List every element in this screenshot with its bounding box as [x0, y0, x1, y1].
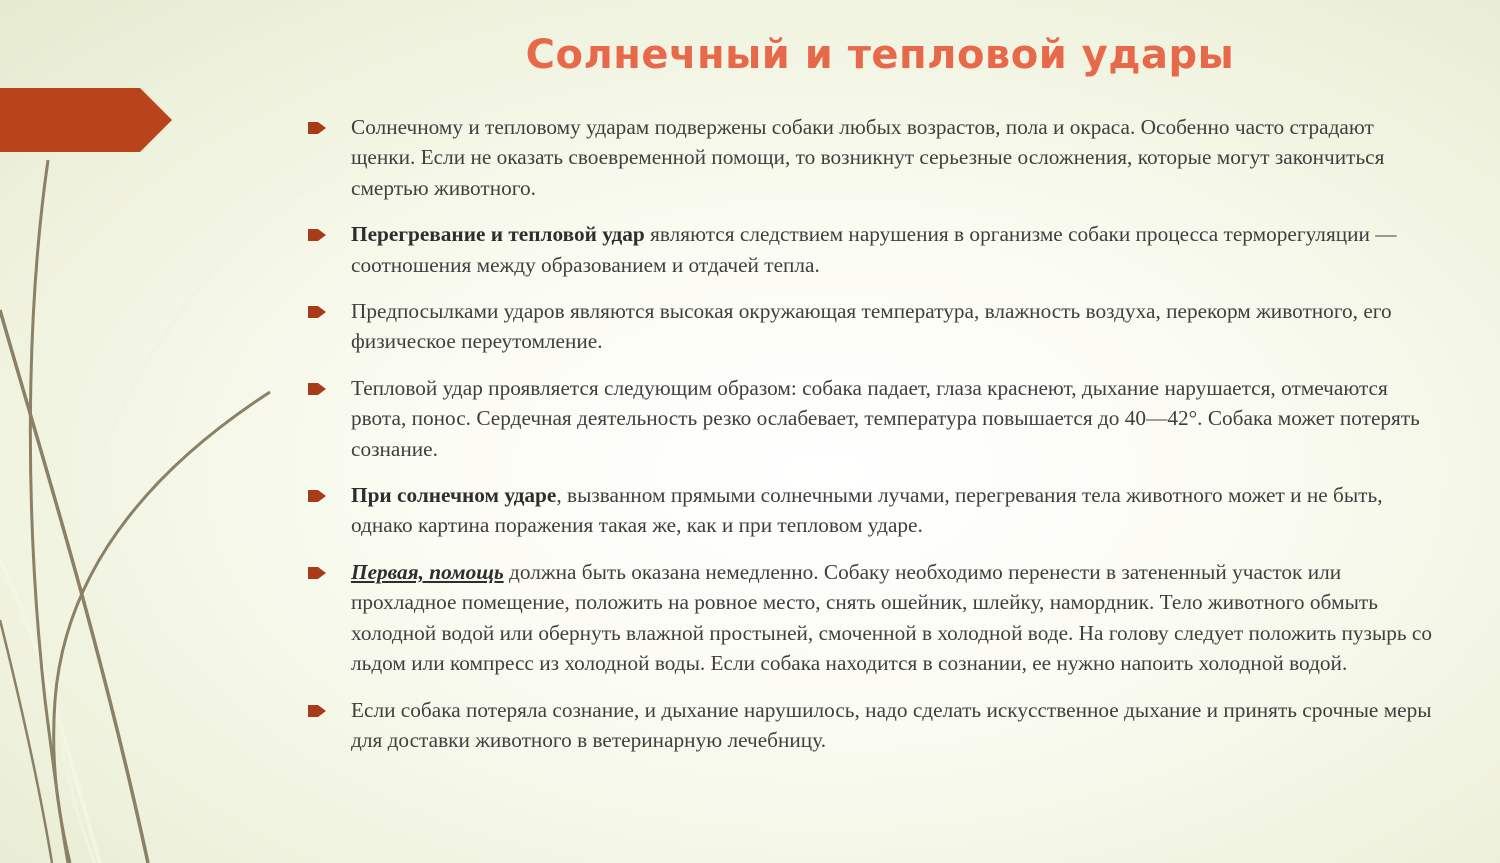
bullet-text: Предпосылками ударов являются высокая окружающая температура, влажность воздуха, перекорм животного, его физическое переутомление.	[351, 299, 1392, 354]
bullet-list	[305, 112, 1440, 771]
bullet-item	[305, 219, 1440, 280]
bullet-text: Если собака потеряла сознание, и дыхание нарушилось, надо сделать искусственное дыхание и принять срочные меры для доставки животного в ветеринарную лечебницу.	[351, 697, 1432, 752]
bullet-item	[305, 695, 1440, 756]
bullet-item	[305, 480, 1440, 541]
bullet-marker-icon	[308, 306, 326, 318]
bullet-text: должна быть оказана немедленно. Собаку необходимо перенести в затененный участок или прохладное помещение, положить на ровное место, снять ошейник, шлейку, намордник. Тело животного обмыть холодной водой или обернуть влажной простыней, смоченной в холодной воде. На голову следует положить пузырь со льдом или компресс из холодной воды. Если собака находится в сознании, ее нужно напоить холодной водой.	[351, 559, 1433, 676]
bullet-item	[305, 296, 1440, 357]
bullet-strong-text: При солнечном ударе	[351, 483, 557, 508]
bullet-text: , вызванном прямыми солнечными лучами, перегревания тела животного может и не быть, однако картина поражения такая же, как и при тепловом ударе.	[351, 483, 1383, 538]
bullet-text: Солнечному и тепловому ударам подвержены собаки любых возрастов, пола и окраса. Особенно часто страдают щенки. Если не оказать своевременной помощи, то возникнут серьезные осложнения, которые могут закончиться смертью животного.	[351, 115, 1385, 200]
bullet-marker-icon	[308, 490, 326, 502]
bullet-item	[305, 112, 1440, 203]
bullet-marker-icon	[308, 705, 326, 717]
accent-arrow-tab	[0, 88, 172, 152]
bullet-marker-icon	[308, 567, 326, 579]
bullet-marker-icon	[308, 122, 326, 134]
first-aid-heading: Первая, помощь	[351, 559, 504, 584]
bullet-marker-icon	[308, 229, 326, 241]
bullet-text: являются следствием нарушения в организме собаки процесса терморегуляции — соотношения между образованием и отдачей тепла.	[351, 222, 1397, 277]
bullet-strong-text: Перегревание и тепловой удар	[351, 222, 645, 247]
bullet-item	[305, 373, 1440, 464]
bullet-text: Тепловой удар проявляется следующим образом: собака падает, глаза краснеют, дыхание нарушается, отмечаются рвота, понос. Сердечная деятельность резко ослабевает, температура повышается до 40—42°. Собака может потерять сознание.	[351, 375, 1420, 461]
bullet-marker-icon	[308, 383, 326, 395]
slide-title: Солнечный и тепловой удары	[525, 32, 1235, 78]
bullet-item	[305, 557, 1440, 679]
